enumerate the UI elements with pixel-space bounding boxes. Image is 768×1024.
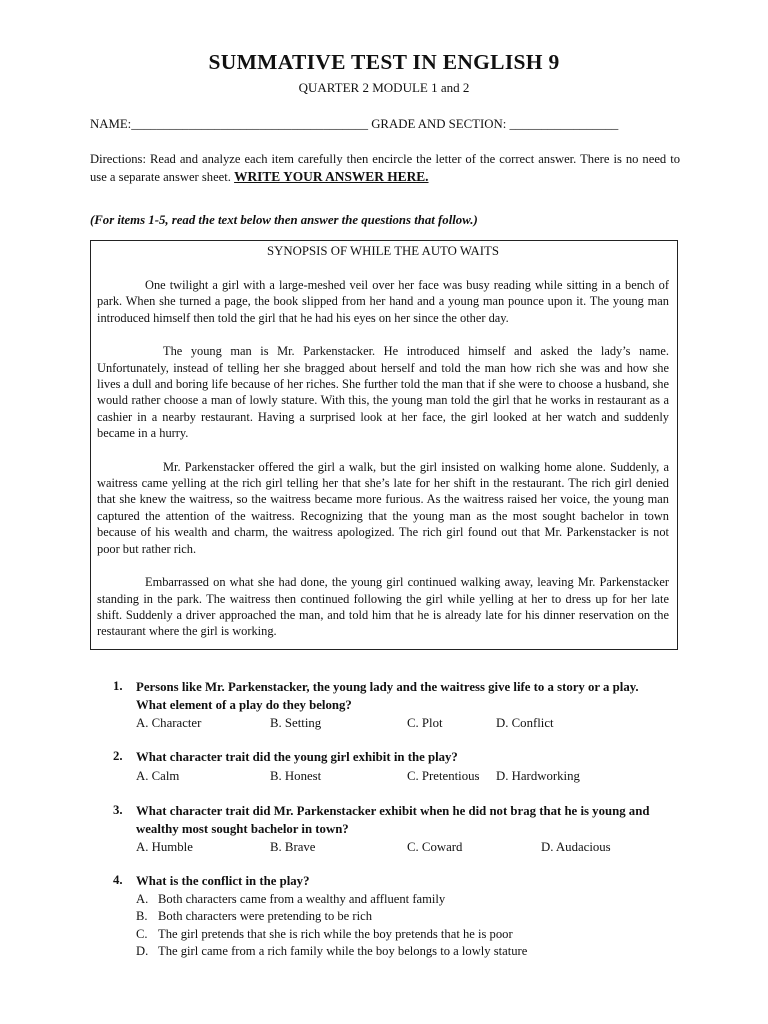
synopsis-paragraph: Embarrassed on what she had done, the young girl continued walking away, leaving Mr. Parkenstacker standing in the park. The waitress then continued following the girl while yelling at her to dress up for her late shift. Suddenly a driver approached the man, and told him that he is already late for his dinner reservation on the restaurant where the girl is working.	[97, 575, 669, 639]
synopsis-paragraph: One twilight a girl with a large-meshed veil over her face was busy reading while sitting in a bench of park. When she turned a page, the book slipped from her hand and a young man pounce upon it. The young man introduced himself then told the girl that he had his eyes on her since the other day.	[97, 278, 669, 325]
option-b[interactable]: B. Brave	[270, 840, 316, 854]
option-b[interactable]	[136, 908, 668, 926]
option-d[interactable]	[136, 943, 668, 961]
option-d[interactable]: D. Audacious	[541, 840, 611, 854]
question-number: 2.	[113, 749, 123, 763]
items-note: (For items 1-5, read the text below then answer the questions that follow.)	[90, 213, 478, 227]
option-a[interactable]	[136, 891, 668, 909]
question-2	[113, 749, 668, 785]
question-text: Persons like Mr. Parkenstacker, the young lady and the waitress give life to a story or a play. What element of a play do they belong?	[136, 680, 639, 712]
option-c[interactable]	[136, 926, 668, 944]
option-letter: C.	[136, 926, 148, 941]
page-subtitle: QUARTER 2 MODULE 1 and 2	[298, 80, 470, 95]
option-letter: A.	[136, 891, 149, 906]
option-letter: B.	[136, 909, 148, 924]
synopsis-title: SYNOPSIS OF WHILE THE AUTO WAITS	[267, 244, 499, 258]
option-d[interactable]: D. Hardworking	[496, 768, 580, 783]
directions-text: Directions: Read and analyze each item carefully then encircle the letter of the correct answer. There is no need to use a separate answer sheet.	[90, 152, 680, 184]
option-c[interactable]: C. Pretentious	[407, 768, 480, 783]
option-c[interactable]: C. Coward	[407, 840, 463, 854]
question-1	[113, 679, 668, 732]
answer-options	[136, 891, 668, 961]
option-a[interactable]: A. Character	[136, 716, 202, 730]
question-text: What character trait did the young girl exhibit in the play?	[136, 750, 458, 764]
option-text: Both characters were pretending to be rich	[158, 909, 373, 924]
student-info-row	[90, 117, 678, 132]
directions-emphasis: WRITE YOUR ANSWER HERE.	[234, 169, 429, 184]
option-a[interactable]: A. Humble	[136, 840, 193, 854]
option-a[interactable]: A. Calm	[136, 768, 180, 783]
option-text: The girl pretends that she is rich while the boy pretends that he is poor	[158, 926, 513, 941]
grade-section-field[interactable]: _________________	[509, 117, 619, 131]
question-3	[113, 803, 668, 856]
option-c[interactable]: C. Plot	[407, 716, 443, 730]
question-number: 1.	[113, 679, 123, 693]
name-label: NAME:	[90, 117, 132, 131]
option-b[interactable]: B. Setting	[270, 716, 322, 730]
synopsis-box	[90, 240, 678, 650]
option-letter: D.	[136, 944, 149, 959]
option-b[interactable]: B. Honest	[270, 768, 322, 783]
option-text: Both characters came from a wealthy and affluent family	[158, 891, 446, 906]
directions	[90, 151, 680, 186]
question-number: 3.	[113, 803, 123, 817]
question-number: 4.	[113, 873, 123, 887]
question-text: What character trait did Mr. Parkenstacker exhibit when he did not brag that he is young and wealthy most sought bachelor in town?	[136, 804, 650, 836]
question-4	[113, 873, 668, 961]
synopsis-paragraph: Mr. Parkenstacker offered the girl a walk, but the girl insisted on walking home alone. Suddenly, a waitress came yelling at the rich girl telling her that she’s late for her shift in the restaurant. The rich girl denied that she knew the waitress, so the waitress became more furious. As the waitress raised her voice, the young man captured the attention of the waitress. Recognizing that the young man as the most sought bachelor in town because of his wealth and charm, the waitress apologized. The rich girl found out that Mr. Parkenstacker is not poor but rather rich.	[97, 459, 669, 556]
option-d[interactable]: D. Conflict	[496, 716, 554, 730]
option-text: The girl came from a rich family while the boy belongs to a lowly stature	[158, 944, 528, 959]
answer-options	[136, 715, 668, 732]
answer-options	[136, 839, 668, 856]
page-title: SUMMATIVE TEST IN ENGLISH 9	[208, 50, 560, 74]
answer-options	[136, 768, 668, 785]
synopsis-paragraph: The young man is Mr. Parkenstacker. He introduced himself and asked the lady’s name. Unfortunately, instead of telling her she bragged about herself and told the man how rich she was and how she lives a dull and boring life because of her riches. She further told the man that if she were to choose a husband, she would rather choose a man of lowly stature. With this, the young man told the girl that he works in restaurant as a cashier in a nearby restaurant. Having a surprised look at her face, the girl looked at her watch and suddenly became in a hurry.	[97, 344, 669, 441]
question-text: What is the conflict in the play?	[136, 874, 310, 888]
name-field[interactable]: _____________________________________	[131, 117, 368, 131]
grade-section-label: GRADE AND SECTION:	[371, 117, 507, 131]
